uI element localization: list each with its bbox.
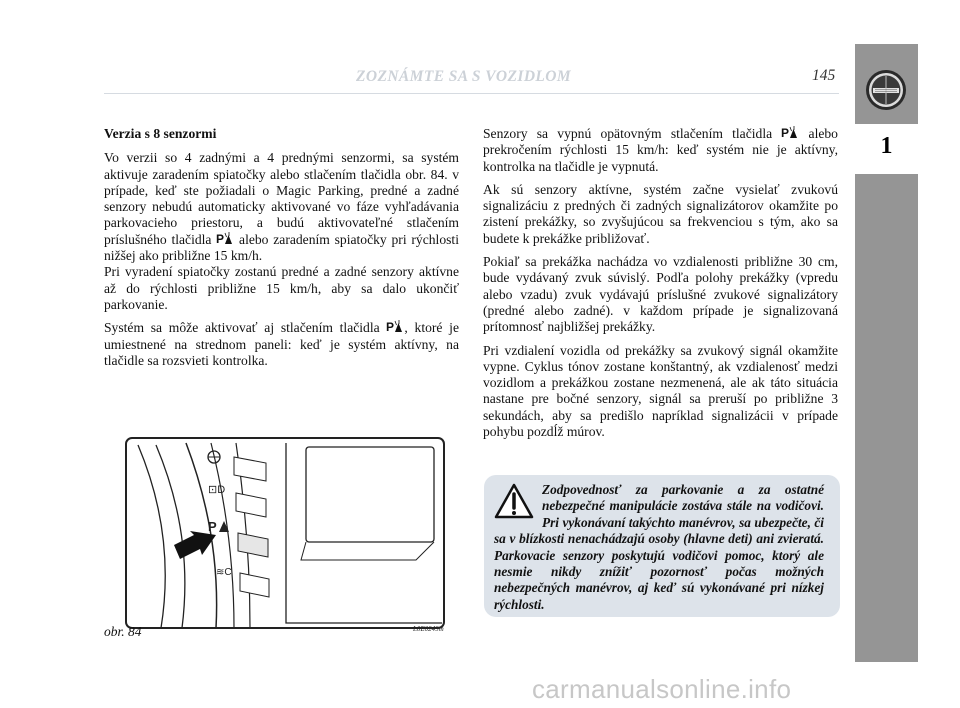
paragraph-text: Senzory sa vypnú opätovným stlačením tlačidla <box>483 126 773 141</box>
figure-code: L0E0249m <box>413 625 444 633</box>
park-sensor-icon <box>216 232 234 245</box>
dashboard-figure <box>116 435 446 635</box>
svg-text:P: P <box>781 126 790 139</box>
svg-text:⊡D: ⊡D <box>208 484 226 496</box>
paragraph <box>104 150 459 313</box>
chapter-number: 1 <box>880 133 893 159</box>
paragraph-text: Systém sa môže aktivovať aj stlačením tlačidla <box>104 320 380 336</box>
right-column <box>483 126 838 447</box>
paragraph <box>483 126 838 175</box>
warning-text <box>494 482 824 613</box>
svg-text:≋C: ≋C <box>216 567 232 578</box>
lancia-logo <box>864 68 908 112</box>
paragraph: Pokiaľ sa prekážka nachádza vo vzdialenosti približne 30 cm, bude vydávaný zvuk súvislý. Podľa polohy prekážky (vpredu alebo vzadu) zvuk vydávajú príslušné zvukové signalizátory (predné alebo zadné). v každom prípade je signalizovaná prítomnosť najbližšej prekážky. <box>483 254 838 335</box>
svg-text:P: P <box>216 231 225 245</box>
warning-body: Zodpovednosť za parkovanie a za ostatné nebezpečné manipulácie zostáva stále na vodičovi. Pri vykonávaní takýchto manévrov, sa ubezpečte, či sa v blízkosti nenachádzajú osoby (hlavne deti) ani zvieratá. Parkovacie senzory poskytujú vodičovi pomoc, ktorý ale nesmie nikdy znížiť pozornosť počas možných nebezpečných manévrov, aj keď sú vykonávané pri nízkej rýchlosti. <box>494 482 824 612</box>
paragraph: Pri vzdialení vozidla od prekážky sa zvukový signál okamžite vypne. Cyklus tónov zostane konštantný, ak vzdialenosť medzi vozidlom a prekážkou zostane nezmenená, ale ak táto situácia nastane pre bočné senzory, signál sa preruší po približne 3 sekundách, aby sa predišlo napríklad signalizácii v prípade pohybu pozdĺž múrov. <box>483 342 838 440</box>
paragraph-text: alebo zaradením spiatočky pri rýchlosti nižšej ako približne 15 km/h. <box>104 231 459 264</box>
paragraph: Ak sú senzory aktívne, systém začne vysielať zvukovú signalizáciu z predných či zadných signalizátorov okamžite po zistení prekážky, so zvyšujúcou sa frekvenciou s tým, ako sa budete k prekážke približovať. <box>483 181 838 246</box>
warning-box <box>484 475 840 617</box>
header-rule <box>104 93 839 94</box>
park-sensor-icon <box>781 126 799 139</box>
svg-text:P: P <box>386 320 395 334</box>
paragraph-text: , ktoré je umiestnené na strednom paneli: keď je systém aktívny, na tlačidle sa rozsvieti kontrolka. <box>104 320 459 368</box>
section-subheading: Verzia s 8 senzormi <box>104 126 217 141</box>
park-sensor-icon <box>386 320 404 333</box>
watermark: carmanualsonline.info <box>532 674 792 704</box>
paragraph-text: Pri vyradení spiatočky zostanú predné a zadné senzory aktívne až do rýchlosti približne 15 km/h, aby sa dalo ukončiť parkovanie. <box>104 264 459 312</box>
page-number: 145 <box>812 67 836 84</box>
running-head: ZOZNÁMTE SA S VOZIDLOM <box>356 68 572 85</box>
paragraph-text: alebo prekročením rýchlosti 15 km/h: keď systém nie je aktívny, kontrolka na tlačidle je vypnutá. <box>483 126 838 174</box>
paragraph <box>104 320 459 369</box>
paragraph-text: Vo verzii so 4 zadnými a 4 prednými senzormi, sa systém aktivuje zaradením spiatočky alebo stlačením tlačidla obr. 84. v prípade, keď ste požiadali o Magic Parking, predné a zadné senzory nebudú automaticky aktivované vo fáze vyhľadávania parkovacieho priestoru, a budú aktivovateľné stlačením príslušného tlačidla <box>104 150 459 247</box>
figure-caption: obr. 84 <box>104 624 142 639</box>
left-column <box>104 126 459 376</box>
svg-text:P: P <box>208 519 217 534</box>
